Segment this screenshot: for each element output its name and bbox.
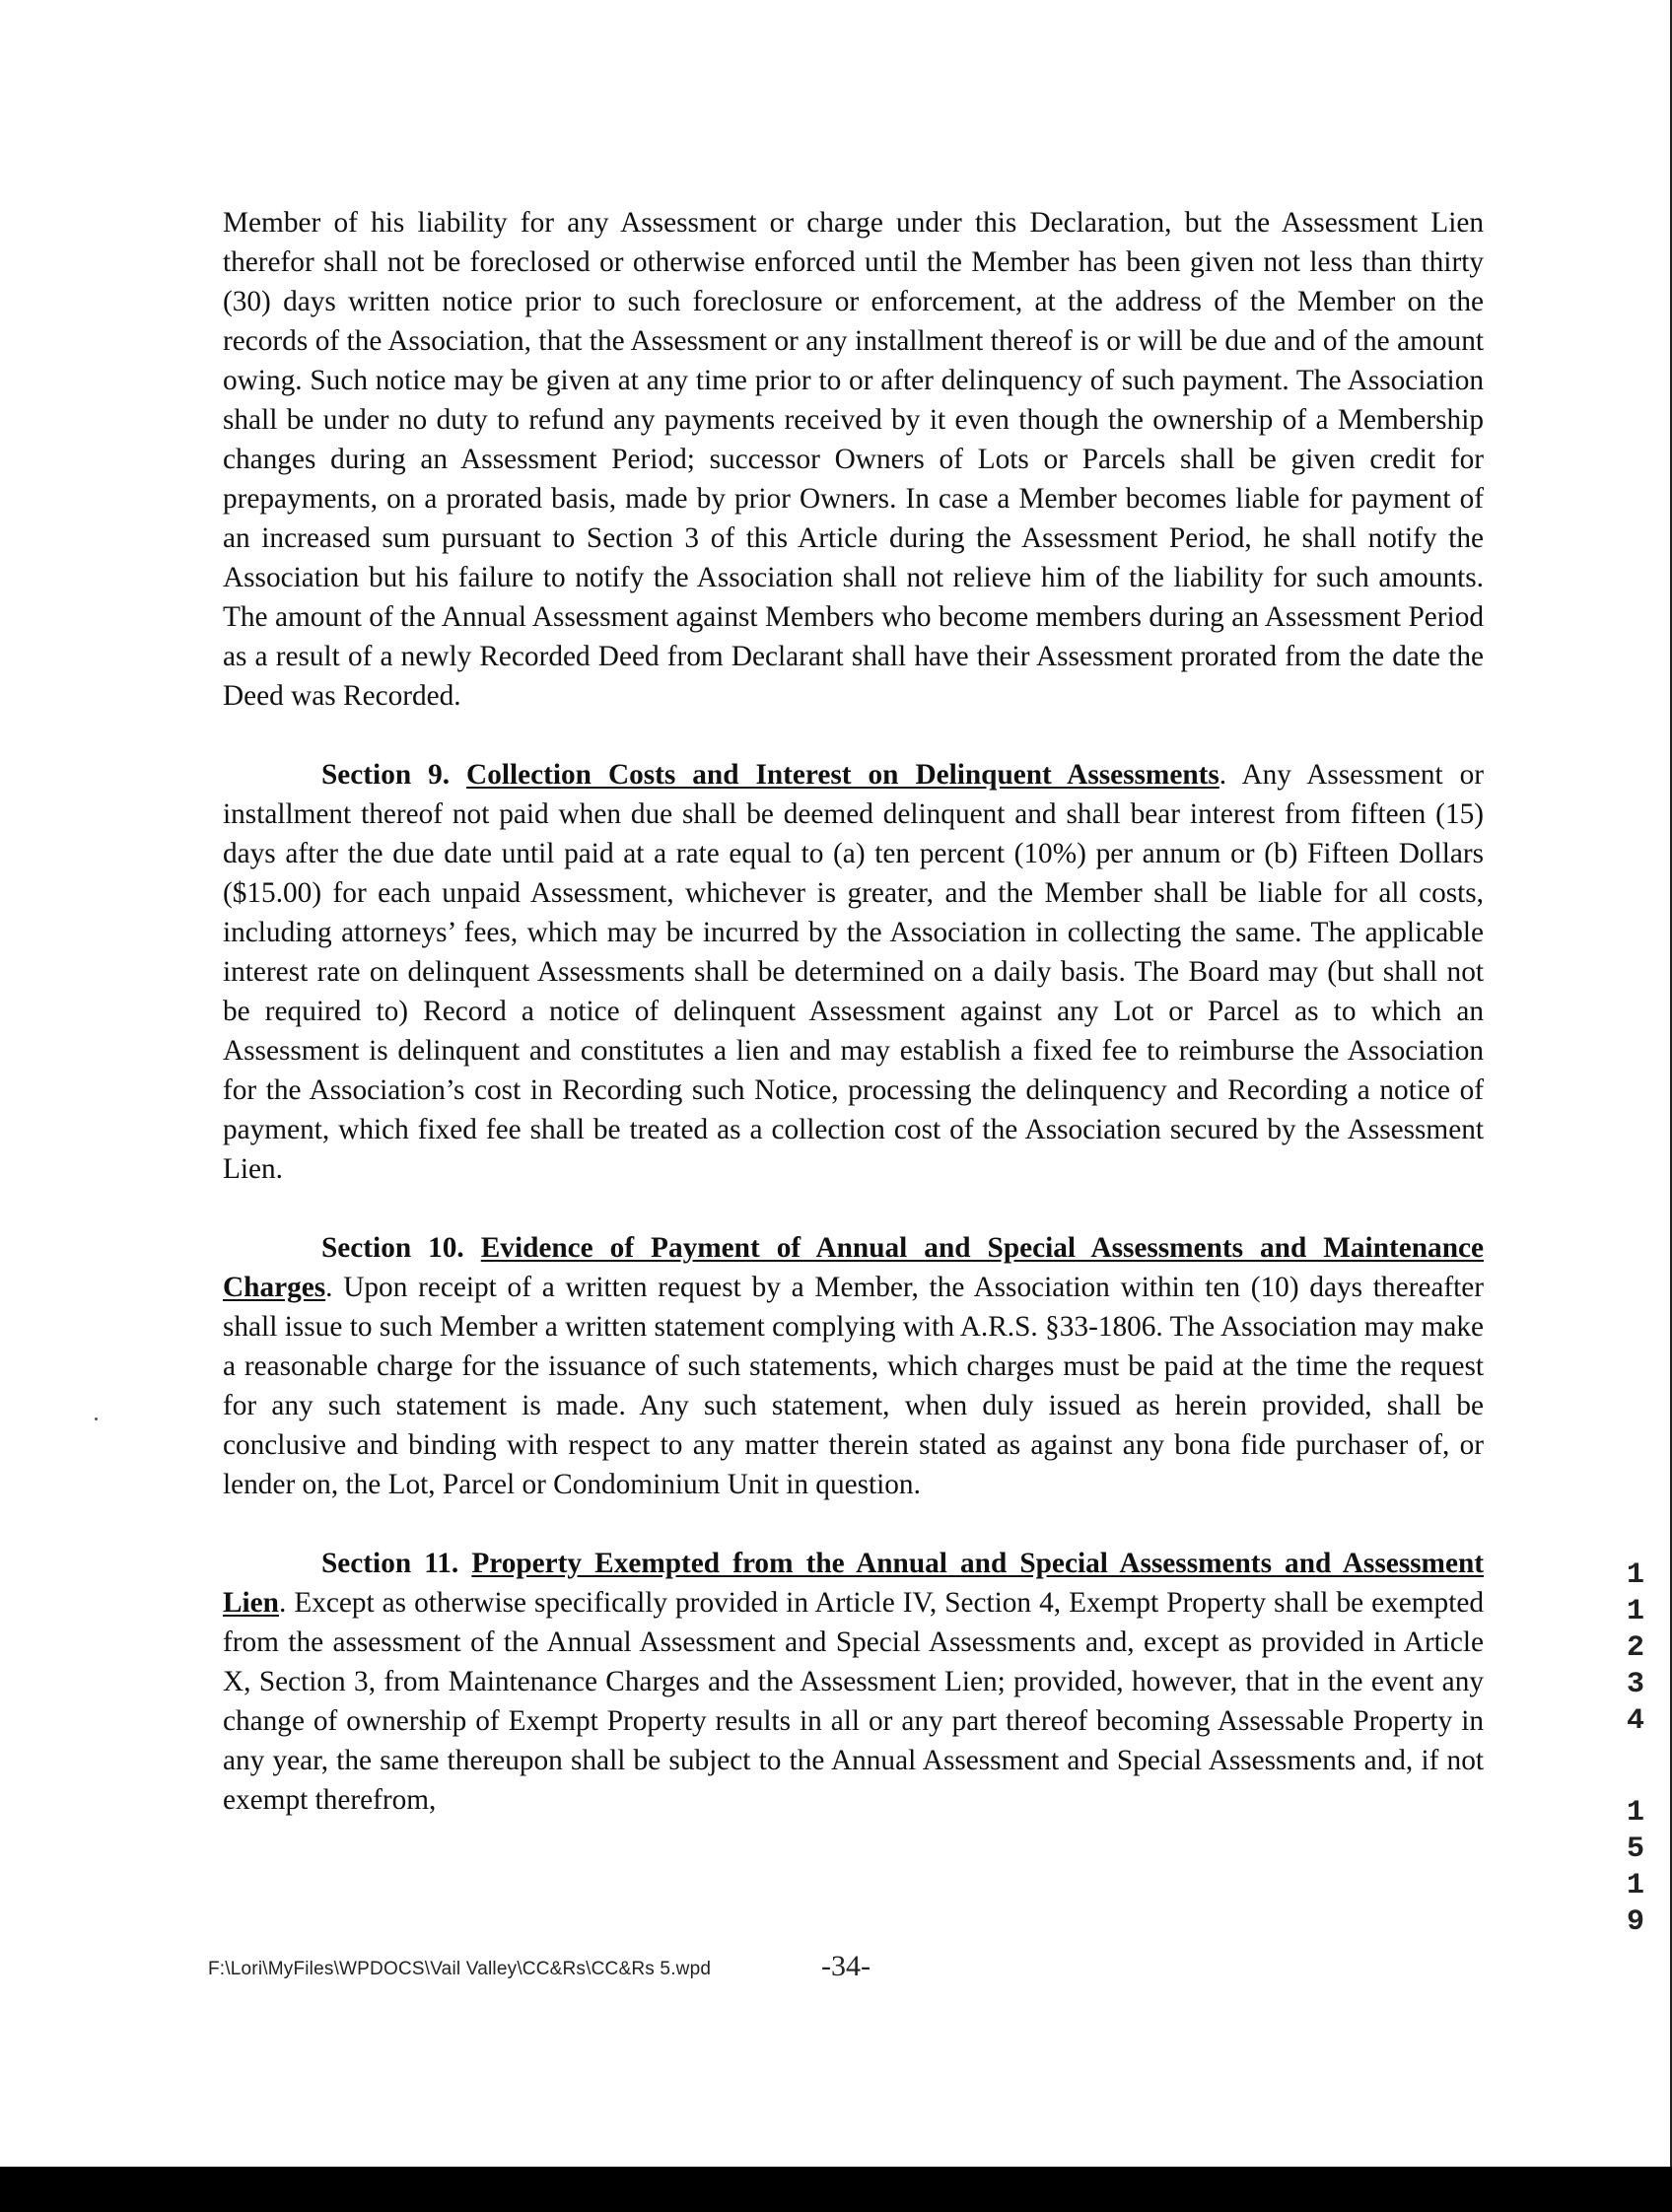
section-10-title: Evidence of Payment of Annual and Special Assessments and Maintenance Charges: [223, 1232, 1484, 1303]
section-10: [223, 1228, 1484, 1504]
stamp-digit: 1: [1626, 1558, 1644, 1592]
section-10-label: Section 10.: [321, 1232, 464, 1264]
section-11-title: Property Exempted from the Annual and Special Assessments and Assessment Lien: [223, 1548, 1484, 1619]
footer-file-path: F:\Lori\MyFiles\WPDOCS\Vail Valley\CC&Rs\CC&Rs 5.wpd: [208, 1959, 712, 1979]
paragraph-continuation: Member of his liability for any Assessment or charge under this Declaration, but the Assessment Lien therefor shall not be foreclosed or otherwise enforced until the Member has been given not less than thirty (30) days written notice prior to such foreclosure or enforcement, at the address of the Member on the records of the Association, that the Assessment or any installment thereof is or will be due and of the amount owing. Such notice may be given at any time prior to or after delinquency of such payment. The Association shall be under no duty to refund any payments received by it even though the ownership of a Membership changes during an Assessment Period; successor Owners of Lots or Parcels shall be given credit for prepayments, on a prorated basis, made by prior Owners. In case a Member becomes liable for payment of an increased sum pursuant to Section 3 of this Article during the Assessment Period, he shall notify the Association but his failure to notify the Association shall not relieve him of the liability for such amounts. The amount of the Annual Assessment against Members who become members during an Assessment Period as a result of a newly Recorded Deed from Declarant shall have their Assessment prorated from the date the Deed was Recorded.: [223, 207, 1484, 712]
section-9-label: Section 9.: [321, 759, 451, 791]
section-9: [223, 755, 1484, 1189]
stamp-digit: 1: [1626, 1869, 1644, 1902]
stamp-digit: 2: [1626, 1631, 1644, 1665]
section-11: [223, 1544, 1484, 1820]
section-11-label: Section 11.: [321, 1548, 459, 1579]
stamp-digit: 1: [1626, 1796, 1644, 1830]
section-11-body: . Except as otherwise specifically provided in Article IV, Section 4, Exempt Property shall be exempted from the assessment of the Annual Assessment and Special Assessments and, except as provided in Article X, Section 3, from Maintenance Charges and the Assessment Lien; provided, however, that in the event any change of ownership of Exempt Property results in all or any part thereof becoming Assessable Property in any year, the same thereupon shall be subject to the Annual Assessment and Special Assessments and, if not exempt therefrom,: [223, 1587, 1484, 1816]
section-9-title: Collection Costs and Interest on Delinquent Assessments: [466, 759, 1219, 791]
stamp-group-page: [1621, 1795, 1650, 1941]
page-number: -34-: [821, 1950, 871, 1982]
scan-speck: [95, 1417, 98, 1420]
section-9-body: . Any Assessment or installment thereof not paid when due shall be deemed delinquent and shall bear interest from fifteen (15) days after the due date until paid at a rate equal to (a) ten percent (10%) per annum or (b) Fifteen Dollars ($15.00) for each unpaid Assessment, whichever is greater, and the Member shall be liable for all costs, including attorneys’ fees, which may be incurred by the Association in collecting the same. The applicable interest rate on delinquent Assessments shall be determined on a daily basis. The Board may (but shall not be required to) Record a notice of delinquent Assessment against any Lot or Parcel as to which an Assessment is delinquent and constitutes a lien and may establish a fixed fee to reimburse the Association for the Association’s cost in Recording such Notice, processing the delinquency and Recording a notice of payment, which fixed fee shall be treated as a collection cost of the Association secured by the Assessment Lien.: [223, 759, 1484, 1185]
stamp-digit: 5: [1626, 1832, 1644, 1866]
page-body: [223, 203, 1484, 1859]
recording-number-stamp: [1621, 1557, 1650, 1996]
section-10-body: . Upon receipt of a written request by a Member, the Association within ten (10) days thereafter shall issue to such Member a written statement complying with A.R.S. §33-1806. The Association may make a reasonable charge for the issuance of such statements, which charges must be paid at the time the request for any such statement is made. Any such statement, when duly issued as herein provided, shall be conclusive and binding with respect to any matter therein stated as against any bona fide purchaser of, or lender on, the Lot, Parcel or Condominium Unit in question.: [223, 1272, 1484, 1500]
scan-bottom-border: [0, 2167, 1672, 2212]
stamp-group-book: [1621, 1557, 1650, 1740]
stamp-digit: 3: [1626, 1668, 1644, 1701]
stamp-digit: 1: [1626, 1595, 1644, 1628]
stamp-digit: 9: [1626, 1905, 1644, 1939]
stamp-digit: 4: [1626, 1704, 1644, 1738]
